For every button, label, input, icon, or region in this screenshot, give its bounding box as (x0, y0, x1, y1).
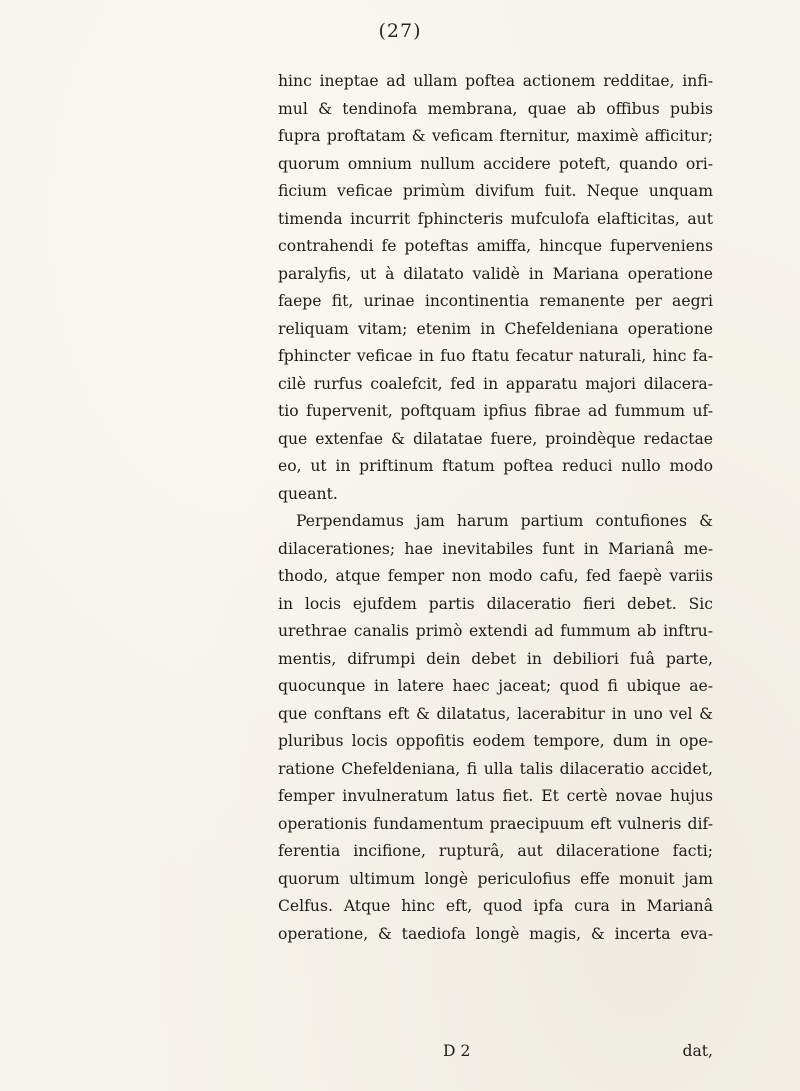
text-line: que extenfae & dilatatae fuere, proindèque redactae (278, 429, 713, 448)
text-line: fphincter veficae in fuo ftatu fecatur naturali, hinc fa- (278, 347, 713, 365)
text-line: timenda incurrit fphincteris mufculofa elafticitas, aut (278, 209, 713, 228)
catchword: dat, (682, 1042, 713, 1060)
text-line: tio fupervenit, poftquam ipfius fibrae ad fummum uf- (278, 402, 713, 420)
text-line: reliquam vitam; etenim in Chefeldeniana operatione (278, 319, 713, 338)
text-line: ratione Chefeldeniana, fi ulla talis dilaceratio accidet, (278, 759, 713, 778)
text-line: quocunque in latere haec jaceat; quod fi ubique ae- (278, 677, 713, 695)
body-text (278, 68, 713, 948)
text-line: paralyfis, ut à dilatato validè in Mariana operatione (278, 264, 713, 283)
page-number: (27) (378, 20, 422, 42)
text-line: mul & tendinofa membrana, quae ab offibus pubis (278, 99, 713, 118)
text-line: queant. (278, 484, 338, 503)
text-line: Celfus. Atque hinc eft, quod ipfa cura in Marianâ (278, 897, 713, 915)
text-line: ferentia incifione, rupturâ, aut dilaceratione facti; (278, 842, 713, 860)
text-line: ficium veficae primùm divifum fuit. Neque unquam (278, 182, 713, 200)
text-line: in locis ejufdem partis dilaceratio fieri debet. Sic (278, 594, 713, 613)
text-line: Perpendamus jam harum partium contufiones & (296, 512, 713, 530)
signature-mark: D 2 (443, 1042, 471, 1060)
page-footer (278, 1037, 713, 1065)
text-line: eo, ut in priftinum ftatum poftea reduci nullo modo (278, 457, 713, 475)
text-line: quorum omnium nullum accidere poteft, quando ori- (278, 154, 713, 173)
text-line: pluribus locis oppofitis eodem tempore, dum in ope- (278, 732, 713, 750)
text-line: cilè rurfus coalefcit, fed in apparatu majori dilacera- (278, 374, 713, 393)
text-line: faepe fit, urinae incontinentia remanente per aegri (278, 292, 713, 310)
text-line: thodo, atque femper non modo cafu, fed faepè variis (278, 567, 713, 585)
text-line: hinc ineptae ad ullam poftea actionem redditae, infi- (278, 72, 713, 90)
text-line: operatione, & taediofa longè magis, & incerta eva- (278, 924, 713, 943)
text-line: dilacerationes; hae inevitabiles funt in Marianâ me- (278, 539, 713, 558)
text-line: femper invulneratum latus fiet. Et certè novae hujus (278, 787, 713, 805)
text-line: que conftans eft & dilatatus, lacerabitur in uno vel & (278, 704, 713, 723)
text-line: urethrae canalis primò extendi ad fummum ab inftru- (278, 622, 713, 640)
text-line: operationis fundamentum praecipuum eft vulneris dif- (278, 814, 713, 833)
text-line: fupra proftatam & veficam fternitur, maximè afficitur; (278, 127, 713, 145)
text-line: contrahendi fe poteftas amiffa, hincque fuperveniens (278, 237, 713, 255)
text-line: quorum ultimum longè periculofius effe monuit jam (278, 869, 713, 888)
text-line: mentis, difrumpi dein debet in debiliori fuâ parte, (278, 649, 713, 668)
